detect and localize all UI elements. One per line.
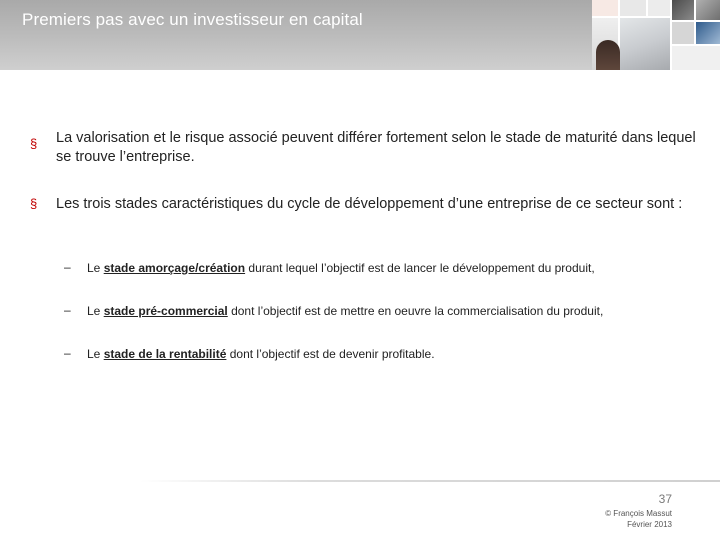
stage-name: stade amorçage/création xyxy=(103,261,246,275)
person-photo xyxy=(596,40,620,70)
slide-header xyxy=(0,0,720,70)
mosaic-tile xyxy=(672,0,694,20)
copyright-text: © François Massut xyxy=(605,509,672,518)
sub-bullet-dash: – xyxy=(64,303,71,317)
mosaic-tile xyxy=(696,0,720,20)
sub-bullet-text xyxy=(87,346,707,362)
sub-bullet-suffix: dont l’objectif est de mettre en oeuvre la commercialisation du produit, xyxy=(227,304,604,318)
bullet-text: Les trois stades caractéristiques du cycle de développement d’une entreprise de ce secteur sont : xyxy=(56,196,683,212)
footer-divider xyxy=(140,480,720,482)
sub-bullet-prefix: Le xyxy=(87,347,104,361)
footer-date: Février 2013 xyxy=(627,520,672,529)
stage-name: stade de la rentabilité xyxy=(103,347,227,361)
mosaic-tile xyxy=(672,46,720,70)
bullet-marker: § xyxy=(30,196,38,211)
sub-bullet-prefix: Le xyxy=(87,304,104,318)
mosaic-tile xyxy=(696,22,720,44)
mosaic-tile xyxy=(620,0,646,16)
bullet-text: La valorisation et le risque associé peuvent différer fortement selon le stade de maturité dans lequel se trouve l’entreprise. xyxy=(56,130,696,165)
sub-bullet-text xyxy=(87,303,707,319)
mosaic-tile xyxy=(672,22,694,44)
slide-title: Premiers pas avec un investisseur en capital xyxy=(22,10,363,29)
sub-bullet-text xyxy=(87,260,707,276)
sub-bullet-suffix: dont l’objectif est de devenir profitable. xyxy=(226,347,435,361)
office-photo xyxy=(620,18,670,70)
mosaic-tile xyxy=(648,0,670,16)
stage-name: stade pré-commercial xyxy=(103,304,228,318)
sub-bullet-prefix: Le xyxy=(87,261,104,275)
bullet-marker: § xyxy=(30,136,38,151)
sub-bullet-dash: – xyxy=(64,260,71,274)
mosaic-tile xyxy=(592,0,618,16)
header-bar xyxy=(0,0,592,70)
sub-bullet-dash: – xyxy=(64,346,71,360)
header-photo-mosaic xyxy=(592,0,720,70)
page-number: 37 xyxy=(658,492,672,506)
sub-bullet-suffix: durant lequel l’objectif est de lancer le développement du produit, xyxy=(245,261,595,275)
